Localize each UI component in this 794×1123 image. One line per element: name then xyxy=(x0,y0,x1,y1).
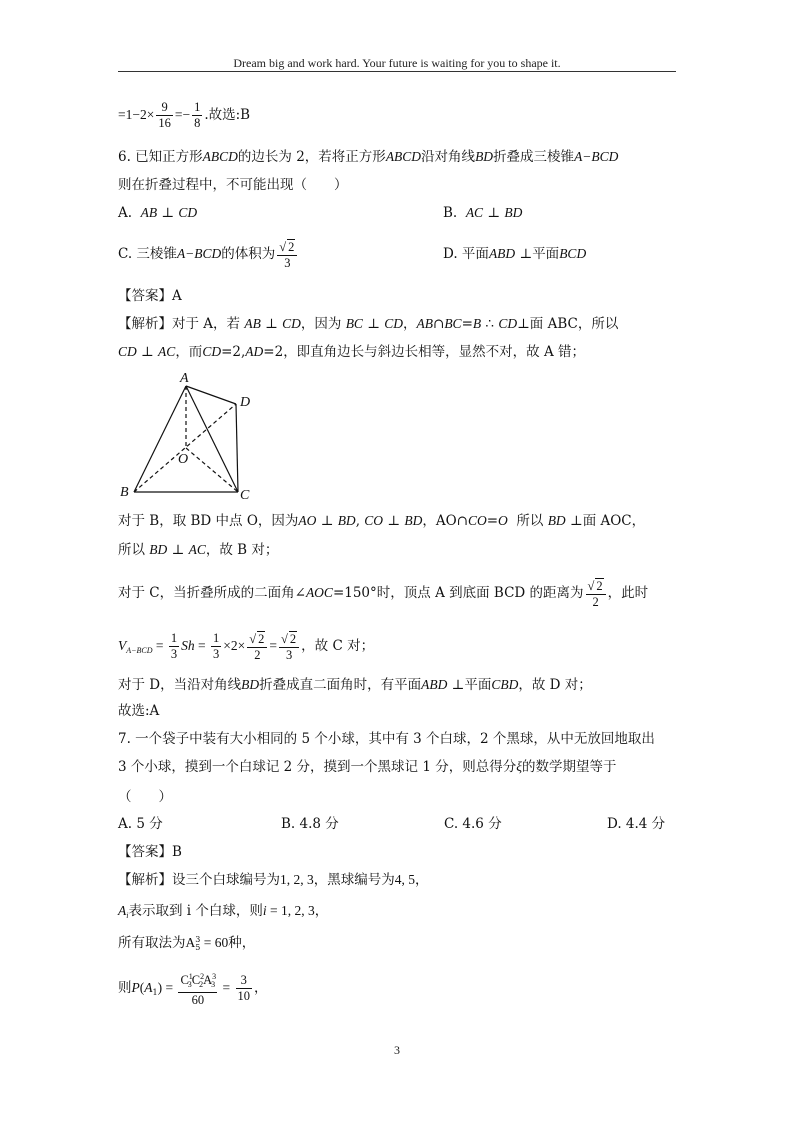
q7-option-a: A. 5 分 xyxy=(118,816,163,832)
page-number: 3 xyxy=(394,1043,400,1057)
edge-dc xyxy=(236,404,238,492)
edge-oc xyxy=(186,448,238,492)
q7-analysis-line3: 所有取法为A 3 5 = 60种， xyxy=(118,934,256,952)
q6-conclusion: 故选:A xyxy=(118,703,160,719)
q7-option-b: B. 4.8 分 xyxy=(281,816,339,832)
q7-answer: 【答案】B xyxy=(118,844,182,860)
q6-answer: 【答案】A xyxy=(118,288,182,304)
label-a: A xyxy=(180,371,189,386)
q7-stem-line1: 7. 一个袋子中装有大小相同的 5 个小球，其中有 3 个白球，2 个黑球，从中无放回地取出 xyxy=(118,731,655,747)
q6-stem-line1: 6. 已知正方形ABCD的边长为 2，若将正方形ABCD沿对角线BD折叠成三棱锥A−BCD xyxy=(118,149,619,165)
label-o: O xyxy=(178,452,189,467)
q6-option-c: C. 三棱锥A−BCD的体积为 $\frac{√ 2}{3}$ xyxy=(118,236,299,272)
edge-bd xyxy=(134,404,236,492)
edge-ab xyxy=(134,386,189,492)
q6-analysis-d: 对于 D，当沿对角线BD折叠成直二面角时，有平面ABD ⊥平面CBD，故 D 对； xyxy=(118,677,592,693)
q6-analysis-c-line1: 对于 C，当折叠所成的二面角∠AOC=150°时，顶点 A 到底面 BCD 的距离为 $\frac{√ 2}{2}$ ，此时 xyxy=(118,578,649,609)
q6-analysis-b-line1: 对于 B，取 BD 中点 O，因为AO ⊥ BD, CO ⊥ BD，AO∩CO=O 所以 BD ⊥面 AOC， xyxy=(118,513,646,529)
q6-analysis-line1: 【解析】对于 A，若 AB ⊥ CD，因为 BC ⊥ CD，AB∩BC=B ∴ CD⊥面 ABC，所以 xyxy=(118,316,619,332)
header-rule xyxy=(118,71,676,72)
q7-option-d: D. 4.4 分 xyxy=(607,816,666,832)
q6-analysis-b-line2: 所以 BD ⊥ AC，故 B 对； xyxy=(118,542,279,558)
page-header: Dream big and work hard. Your future is waiting for you to shape it. xyxy=(233,56,561,70)
q7-stem-line2: 3 个小球，摸到一个白球记 2 分，摸到一个黑球记 1 分，则总得分ξ的数学期望等于 xyxy=(118,759,617,775)
q7-option-c: C. 4.6 分 xyxy=(444,816,502,832)
q6-option-a: A. AB ⊥ CD xyxy=(118,205,198,221)
q6-option-d: D. 平面ABD ⊥平面BCD xyxy=(443,246,587,262)
label-b: B xyxy=(120,485,129,500)
q6-option-b: B. AC ⊥ BD xyxy=(443,205,523,221)
label-d: D xyxy=(240,395,251,410)
tetrahedron-figure xyxy=(118,368,258,502)
q7-analysis-line2: $A_i$表示取到 i 个白球，则i = 1, 2, 3， xyxy=(118,903,329,920)
label-c: C xyxy=(240,488,250,502)
q7-analysis-line4: 则$P(A_1)$ = $\frac{C^1_3C^2_2A^3_3}{60}$ = $\frac{3}{10}$ ， xyxy=(118,972,268,1007)
q6-analysis-line2: CD ⊥ AC，而CD=2,AD=2，即直角边长与斜边长相等，显然不对，故 A 错； xyxy=(118,344,586,360)
q7-paren: （ ） xyxy=(118,789,172,805)
q7-analysis-line1: 【解析】设三个白球编号为1, 2, 3，黑球编号为4, 5， xyxy=(118,872,429,888)
prev-answer-tail: =1−2× $\frac{9}{16}$ =− $\frac{1}{8}$ .故选:B xyxy=(118,100,251,130)
q6-analysis-c-line2: $V_{A-BCD}$ = $\frac{1}{3}$ Sh = $\frac{1}{3}$ ×2× $\frac{√ 2}{2}$ = $\frac{√ 2}{3}$ ，故 C 对； xyxy=(118,631,375,662)
q6-stem-line2: 则在折叠过程中，不可能出现（ ） xyxy=(118,177,348,193)
